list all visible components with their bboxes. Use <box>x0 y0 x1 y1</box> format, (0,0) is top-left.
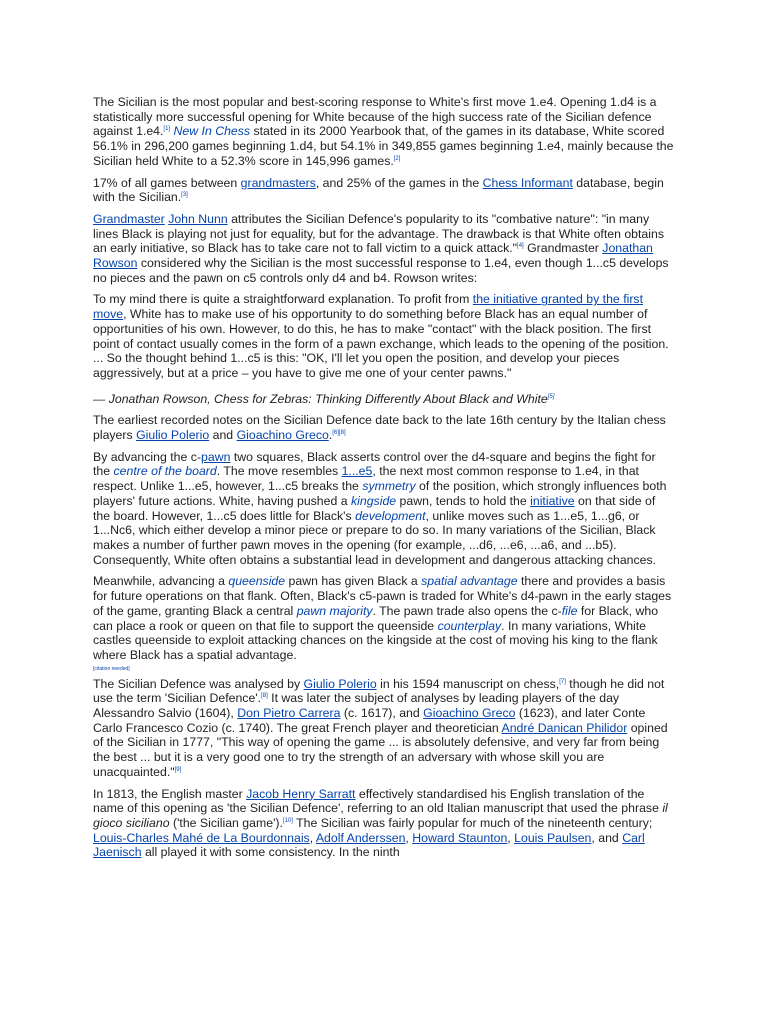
link-queenside[interactable]: queenside <box>228 574 286 589</box>
text: , White has to make use of his opportunity to do something before Black has an equal number of opportunities of his own. However, to do this, he has to make "contact" with the black position. The first point of contact usually comes in the form of a pawn exchange, which leads to the opening of the position. ... So the thought behind 1...c5 is this: "OK, I'll let you open the position, and develop your pieces aggressively, but at a price – you have to give me one of your center pawns." <box>93 307 669 380</box>
link-pawn[interactable]: pawn <box>201 449 231 464</box>
text: on that side of the board. However, 1...c5 does little for Black's <box>93 493 656 523</box>
text: , <box>507 830 515 845</box>
link-louis-paulsen[interactable]: Louis Paulsen <box>514 830 592 845</box>
blockquote-rowson <box>93 292 675 380</box>
text: two squares, Black asserts control over the d4-square and begins the fight for the <box>93 449 656 479</box>
link-chess-informant[interactable]: Chess Informant <box>482 175 573 190</box>
text: The earliest recorded notes on the Sicilian Defence date back to the late 16th century by the Italian chess players <box>93 413 666 443</box>
text: stated in its 2000 Yearbook that, of the games in its database, White scored 56.1% in 296,200 games beginning 1.d4, but 54.1% in 349,855 games beginning 1.e4, mainly because the Sicilian held White to a 52.3% score in 145,996 games. <box>93 124 674 168</box>
link-adolf-anderssen[interactable]: Adolf Anderssen <box>315 830 406 845</box>
text: In 1813, the English master <box>93 786 247 801</box>
link-howard-staunton[interactable]: Howard Staunton <box>412 830 508 845</box>
link-development[interactable]: development <box>355 508 426 523</box>
text: for Black, who can place a rook or queen on that file to support the queenside <box>93 603 659 633</box>
link-carl-jaenisch[interactable]: Carl Jaenisch <box>93 830 645 860</box>
reference-link[interactable]: [8] <box>261 693 268 700</box>
text: Grandmaster <box>523 241 603 256</box>
link-spatial-advantage[interactable]: spatial advantage <box>421 574 518 589</box>
reference-link[interactable]: [4] <box>517 243 524 250</box>
text: , and <box>591 830 623 845</box>
reference-link[interactable]: [10] <box>282 817 293 824</box>
link-first-move-advantage[interactable]: the initiative granted by the first move <box>93 292 643 322</box>
reference-link[interactable]: [5] <box>547 393 555 400</box>
link-don-pietro-carrera[interactable]: Don Pietro Carrera <box>237 706 341 721</box>
paragraph-nunn-rowson <box>93 212 675 286</box>
paragraph-queenside <box>93 574 675 672</box>
text: database, begin with the Sicilian. <box>93 175 664 205</box>
text: considered why the Sicilian is the most successful response to 1.e4, even though 1...c5 develops no pieces and the pawn on c5 controls only d4 and b4. Rowson writes: <box>93 256 669 285</box>
link-kingside[interactable]: kingside <box>351 493 397 508</box>
link-andre-danican-philidor[interactable]: André Danican Philidor <box>501 720 628 735</box>
paragraph-c-pawn <box>93 450 675 568</box>
text: 17% of all games between <box>93 175 241 190</box>
italic-phrase: il gioco siciliano <box>93 801 668 830</box>
text: . The pawn trade also opens the c- <box>372 603 562 618</box>
text: pawn has given Black a <box>285 574 422 589</box>
link-gioachino-greco[interactable]: Gioachino Greco <box>423 706 516 721</box>
text: (c. 1617), and <box>340 706 424 721</box>
reference-link[interactable]: [3] <box>181 192 188 199</box>
link-giulio-polerio[interactable]: Giulio Polerio <box>136 428 210 443</box>
link-pawn-majority[interactable]: pawn majority <box>296 603 373 618</box>
text: effectively standardised his English translation of the name of this opening as 'the Sicilian Defence', referring to an old Italian manuscript that used the phrase <box>93 786 663 816</box>
citation-needed-line <box>93 662 675 670</box>
citation-text: — Jonathan Rowson, Chess for Zebras: Thinking Differently About Black and White <box>93 391 548 406</box>
text: , the next most common response to 1.e4, in that respect. Unlike 1...e5, however, 1...c5 breaks the <box>93 464 639 494</box>
text: in his 1594 manuscript on chess, <box>376 676 560 691</box>
article-body <box>93 95 675 867</box>
link-john-nunn[interactable]: John Nunn <box>168 211 228 226</box>
link-counterplay[interactable]: counterplay <box>437 618 502 633</box>
text: there and provides a basis for future operations on that flank. Often, Black's c5-pawn is traded for White's d4-pawn in the early stages of the game, granting Black a central <box>93 574 672 618</box>
text: pawn, tends to hold the <box>396 493 531 508</box>
text: , unlike moves such as 1...e5, 1...g6, or 1...Nc6, which either develop a minor piece or prepare to do so. In many variations of the Sicilian, Black makes a number of further pawn moves in the opening (for example, ...d6, ...e6, ...a6, and ...b5). Consequently, White often obtains a substantial lead in development and dangerous attacking chances. <box>93 508 657 567</box>
text: The Sicilian Defence was analysed by <box>93 676 304 691</box>
text: The Sicilian is the most popular and best-scoring response to White's first move 1.e4. Opening 1.d4 is a statistically more successful opening for White because of the high success rate of the Sicilian defence against 1.e4. <box>93 95 657 139</box>
paragraph-history-notes <box>93 413 675 442</box>
text: , <box>405 830 413 845</box>
text: The Sicilian was fairly popular for much of the nineteenth century; <box>292 815 653 830</box>
link-grandmaster[interactable]: Grandmaster <box>93 211 165 226</box>
link-file[interactable]: file <box>561 603 578 618</box>
link-symmetry[interactable]: symmetry <box>362 479 416 494</box>
text: of the position, which strongly influences both players' future actions. White, having pushed a <box>93 479 667 508</box>
text: It was later the subject of analyses by leading players of the day Alessandro Salvio (1604), <box>93 691 620 721</box>
text: opined of the Sicilian in 1777, "This way of opening the game ... is absolutely defensive, and very far from being the best ... but it is a very good one to try the strength of an adversary with whose skill you are unacquainted." <box>93 720 668 779</box>
text: To my mind there is quite a straightforward explanation. To profit from <box>93 292 473 307</box>
reference-link[interactable]: [6][8] <box>332 430 346 437</box>
link-giulio-polerio[interactable]: Giulio Polerio <box>303 676 377 691</box>
paragraph-grandmaster-stats <box>93 176 675 205</box>
quote-citation <box>93 392 675 407</box>
paragraph-analysis-history <box>93 677 675 780</box>
paragraph-popularity <box>93 95 675 169</box>
reference-link[interactable]: [9] <box>174 766 182 773</box>
text: . <box>328 428 333 443</box>
link-grandmasters[interactable]: grandmasters <box>240 175 316 190</box>
reference-link[interactable]: [2] <box>393 155 401 162</box>
link-gioachino-greco[interactable]: Gioachino Greco <box>236 428 329 443</box>
text: , and 25% of the games in the <box>315 175 483 190</box>
link-new-in-chess[interactable]: New In Chess <box>173 124 251 139</box>
link-la-bourdonnais[interactable]: Louis-Charles Mahé de La Bourdonnais <box>93 830 310 845</box>
text: . The move resembles <box>216 464 342 479</box>
text: all played it with some consistency. In the ninth <box>141 845 400 860</box>
link-1-e5[interactable]: 1...e5 <box>341 464 373 479</box>
text: Meanwhile, advancing a <box>93 574 229 589</box>
link-jonathan-rowson[interactable]: Jonathan Rowson <box>93 241 653 271</box>
citation-needed-link[interactable]: [citation needed] <box>93 665 130 672</box>
text: By advancing the c- <box>93 449 202 464</box>
text: though he did not use the term 'Sicilian Defence'. <box>93 676 665 706</box>
paragraph-sarratt <box>93 787 675 861</box>
text: . In many variations, White castles queenside to exploit attacking chances on the kingside at the cost of moving his king to the flank where Black has a spatial advantage. <box>93 618 658 662</box>
text: ('the Sicilian game'). <box>169 815 283 830</box>
text: (1623), and later Conte Carlo Francesco Cozio (c. 1740). The great French player and theoretician <box>93 706 646 735</box>
reference-link[interactable]: [1] <box>163 126 171 133</box>
link-initiative[interactable]: initiative <box>530 493 575 508</box>
text: attributes the Sicilian Defence's popularity to its "combative nature": "in many lines Black is playing not just for equality, but for the advantage. The drawback is that White often obtains an early initiative, so Black has to take care not to fall victim to a quick attack." <box>93 211 664 256</box>
link-jacob-henry-sarratt[interactable]: Jacob Henry Sarratt <box>246 786 356 801</box>
text: and <box>209 428 237 443</box>
link-centre-of-the-board[interactable]: centre of the board <box>113 464 217 479</box>
text: , <box>309 830 316 845</box>
reference-link[interactable]: [7] <box>559 678 566 685</box>
